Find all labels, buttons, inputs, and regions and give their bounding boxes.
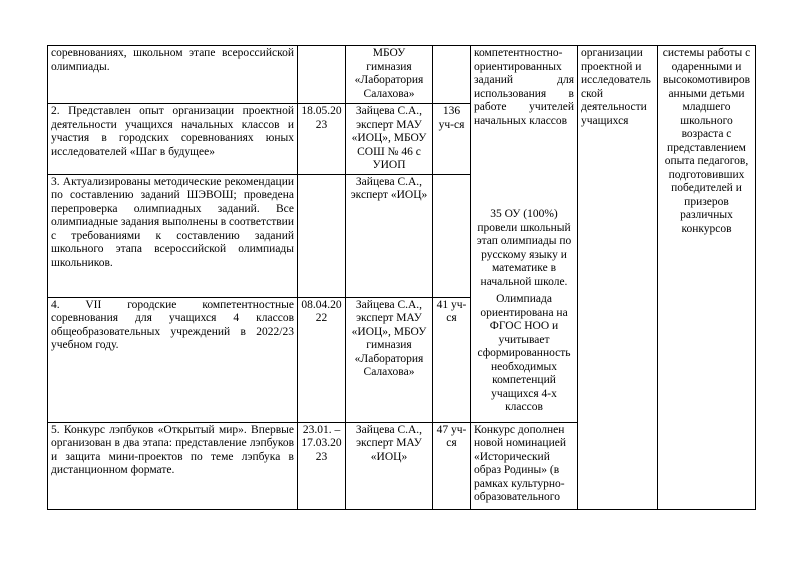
count-cell (433, 297, 471, 422)
activity-cell (48, 104, 298, 175)
activity-text: соревнованиях, школьном этапе всероссийской олимпиады. (51, 47, 294, 73)
system-text: системы работы с одаренными и высокомотивированными детьми младшего школьного возраста с представлением опыта педагогов, подготовивших победителей и призеров различных конкурсов (662, 47, 751, 235)
activity-cell (48, 297, 298, 422)
activity-cell (48, 422, 298, 509)
system-cell (658, 46, 756, 510)
activity-text: 3. Актуализированы методические рекомендации по составлению заданий ШЭВОШ; проведена перепроверка олимпиадных заданий. Все олимпиадные задания выполнены в соответствии с требованиями к составлению заданий школьного этапа всероссийской олимпиады школьников. (51, 175, 294, 269)
expert-text: МБОУ гимназия «Лаборатория Салахова» (354, 47, 424, 100)
date-cell (298, 104, 346, 175)
count-cell (433, 422, 471, 509)
count-text: 47 уч-ся (436, 423, 467, 449)
activity-cell (48, 46, 298, 104)
date-cell (298, 46, 346, 104)
results-cell (471, 422, 578, 509)
expert-text: Зайцева С.А., эксперт МАУ «ИОЦ», МБОУ СОШ № 46 с УИОП (351, 105, 427, 171)
results-paragraph: компетентностно-ориентированных заданий для использования в работе учителей начальных классов (474, 47, 574, 127)
table-row (48, 46, 756, 104)
count-cell (433, 174, 471, 297)
expert-text: Зайцева С.А., эксперт «ИОЦ» (350, 175, 428, 201)
expert-cell (346, 422, 433, 509)
count-cell (433, 46, 471, 104)
expert-cell (346, 297, 433, 422)
expert-cell (346, 174, 433, 297)
date-text: 08.04.2022 (301, 298, 342, 324)
direction-text: организации проектной и исследовательской деятельности учащихся (581, 47, 651, 127)
activity-text: 2. Представлен опыт организации проектной деятельности учащихся начальных классов и участия в городских соревнованиях юных исследователей «Шаг в будущее» (51, 105, 294, 158)
activity-cell (48, 174, 298, 297)
expert-text: Зайцева С.А., эксперт МАУ «ИОЦ» (355, 423, 423, 463)
expert-cell (346, 46, 433, 104)
date-cell (298, 297, 346, 422)
expert-cell (346, 104, 433, 175)
date-cell (298, 422, 346, 509)
date-cell (298, 174, 346, 297)
date-text: 23.01. – 17.03.2023 (301, 423, 342, 463)
results-paragraph: 35 ОУ (100%) провели школьный этап олимпиады по русскому языку и математике в начальной школе. (476, 208, 572, 288)
results-text: Конкурс дополнен новой номинацией «Исторический образ Родины» (в рамках культурно-образовательного (474, 423, 566, 503)
activity-text: 4. VII городские компетентностные соревнования для учащихся 4 классов общеобразовательных учреждений в 2022/23 учебном году. (51, 298, 294, 351)
date-text: 18.05.2023 (301, 105, 342, 131)
results-cell (471, 46, 578, 423)
direction-cell (578, 46, 658, 510)
results-paragraph: Олимпиада ориентирована на ФГОС НОО и учитывает сформированность необходимых компетенций учащихся 4-х классов (477, 293, 571, 413)
expert-text: Зайцева С.А., эксперт МАУ «ИОЦ», МБОУ гимназия «Лаборатория Салахова» (351, 298, 427, 378)
count-cell (433, 104, 471, 175)
count-text: 41 уч-ся (436, 298, 467, 324)
report-table (47, 45, 756, 510)
activity-text: 5. Конкурс лэпбуков «Открытый мир». Впервые организован в два этапа: представление лэпбуков и защита мини-проектов по теме лэпбука в дистанционном формате. (51, 423, 294, 476)
count-text: 136 уч-ся (438, 105, 465, 131)
